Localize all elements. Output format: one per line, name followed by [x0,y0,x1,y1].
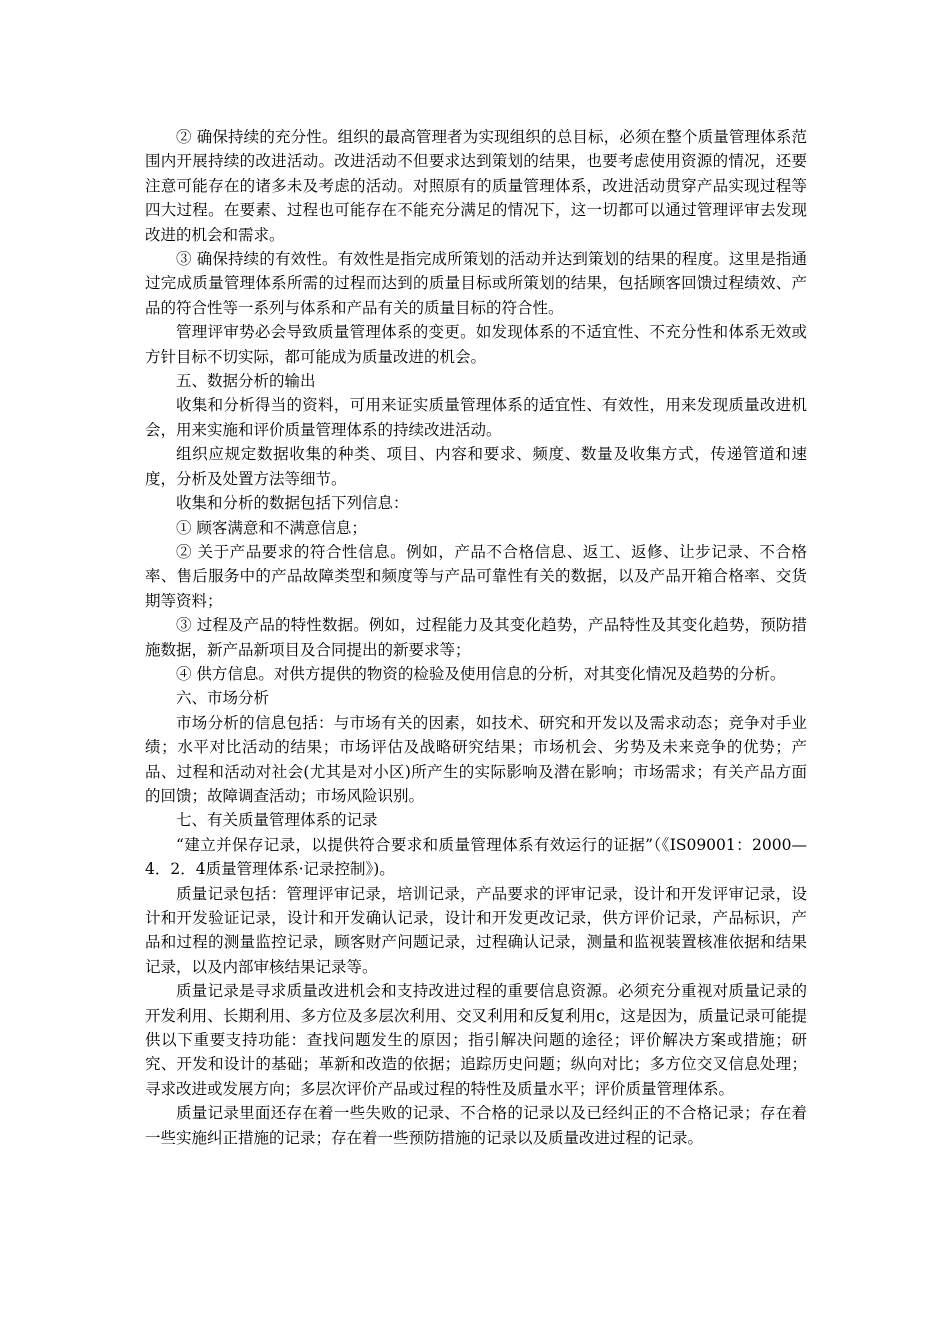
section-heading-data-analysis: 五、数据分析的输出 [176,372,316,391]
paragraph-data-purpose: 收集和分析得当的资料，可用来证实质量管理体系的适宜性、有效性，用来发现质量改进机会，用来实施和评价质量管理体系的持续改进活动。 [145,396,807,439]
paragraph-market-info: 市场分析的信息包括：与市场有关的因素，如技术、研究和开发以及需求动态；竞争对手业绩；水平对比活动的结果；市场评估及战略研究结果；市场机会、劣势及未来竞争的优势；产品、过程和活动对社会(尤其是对小区)所产生的实际影响及潜在影响；市场需求；有关产品方面的回馈；故障调查活动；市场风险识别。 [145,713,807,805]
paragraph-records-failures: 质量记录里面还存在着一些失败的记录、不合格的记录以及已经纠正的不合格记录；存在着一些实施纠正措施的记录；存在着一些预防措施的记录以及质量改进过程的记录。 [145,1104,807,1147]
paragraph-review-changes: 管理评审势必会导致质量管理体系的变更。如发现体系的不适宜性、不充分性和体系无效或方针目标不切实际，都可能成为质量改进的机会。 [145,323,807,366]
section-heading-market-analysis: 六、市场分析 [176,689,270,708]
paragraph-data-includes: 收集和分析的数据包括下列信息： [176,494,409,513]
list-item-process-characteristics: ③ 过程及产品的特性数据。例如，过程能力及其变化趋势，产品特性及其变化趋势，预防措施数据，新产品新项目及合同提出的新要求等； [145,616,807,659]
section-heading-qms-records: 七、有关质量管理体系的记录 [176,811,378,830]
paragraph-effectiveness: ③ 确保持续的有效性。有效性是指完成所策划的活动并达到策划的结果的程度。这里是指通过完成质量管理体系所需的过程而达到的质量目标或所策划的结果，包括顾客回馈过程绩效、产品的符合性等一系列与体系和产品有关的质量目标的符合性。 [145,250,807,317]
paragraph-adequacy: ② 确保持续的充分性。组织的最高管理者为实现组织的总目标，必须在整个质量管理体系范围内开展持续的改进活动。改进活动不但要求达到策划的结果，也要考虑使用资源的情况，还要注意可能存在的诸多未及考虑的活动。对照原有的质量管理体系，改进活动贯穿产品实现过程等四大过程。在要素、过程也可能存在不能充分满足的情况下，这一切都可以通过管理评审去发现改进的机会和需求。 [145,128,807,244]
paragraph-records-quote: “建立并保存记录，以提供符合要求和质量管理体系有效运行的证据”（《IS09001：2000—4．2．4质量管理体系·记录控制》)。 [145,835,807,879]
list-item-product-conformity: ② 关于产品要求的符合性信息。例如，产品不合格信息、返工、返修、让步记录、不合格率、售后服务中的产品故障类型和频度等与产品可靠性有关的数据，以及产品开箱合格率、交货期等资料； [145,542,807,610]
list-item-customer-satisfaction: ① 顾客满意和不满意信息； [176,518,367,537]
document-page [145,125,807,1150]
list-item-supplier-info: ④ 供方信息。对供方提供的物资的检验及使用信息的分析，对其变化情况及趋势的分析。 [176,664,786,683]
paragraph-records-resource: 质量记录是寻求质量改进机会和支持改进过程的重要信息资源。必须充分重视对质量记录的开发利用、长期利用、多方位及多层次利用、交叉利用和反复利用c，这是因为，质量记录可能提供以下重要支持功能：查找问题发生的原因；指引解决问题的途径；评价解决方案或措施；研究、开发和设计的基础；革新和改造的依据；追踪历史问题；纵向对比；多方位交叉信息处理；寻求改进或发展方向；多层次评价产品或过程的特性及质量水平；评价质量管理体系。 [145,982,807,1098]
paragraph-data-collection: 组织应规定数据收集的种类、项目、内容和要求、频度、数量及收集方式，传递管道和速度，分析及处置方法等细节。 [145,445,807,488]
paragraph-records-include: 质量记录包括：管理评审记录，培训记录，产品要求的评审记录，设计和开发评审记录，设计和开发验证记录，设计和开发确认记录，设计和开发更改记录，供方评价记录，产品标识，产品和过程的测量监控记录，顾客财产问题记录，过程确认记录，测量和监视装置核准依据和结果记录，以及内部审核结果记录等。 [145,884,807,976]
